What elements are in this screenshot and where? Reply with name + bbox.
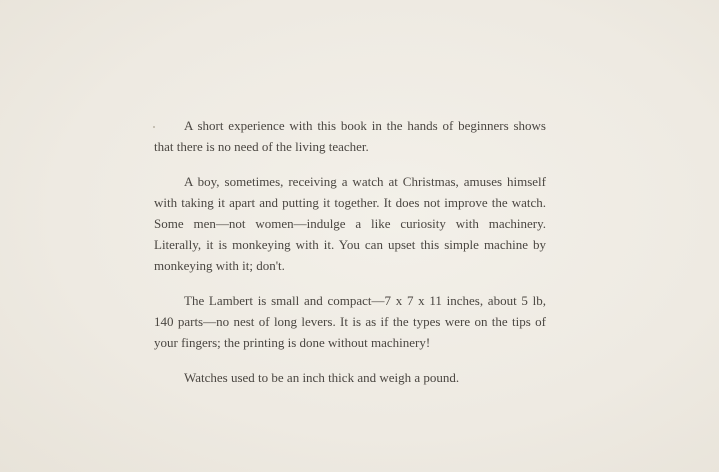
body-text — [154, 115, 546, 402]
paragraph-lambert: The Lambert is small and compact—7 x 7 x 11 inches, about 5 lb, 140 parts—no nest of long levers. It is as if the types were on the tips of your fingers; the printing is done without machinery! — [154, 293, 546, 350]
paragraph-watches: Watches used to be an inch thick and weigh a pound. — [184, 370, 460, 385]
paragraph-watch-boy: A boy, sometimes, receiving a watch at Christmas, amuses himself with taking it apart and putting it together. It does not improve the watch. Some men—not women—indulge a like curiosity with machinery. Literally, it is monkeying with it. You can upset this simple machine by monkeying with it; don't. — [154, 174, 546, 273]
paragraph-beginners: A short experience with this book in the hands of beginners shows that there is no need of the living teacher. — [154, 118, 546, 154]
